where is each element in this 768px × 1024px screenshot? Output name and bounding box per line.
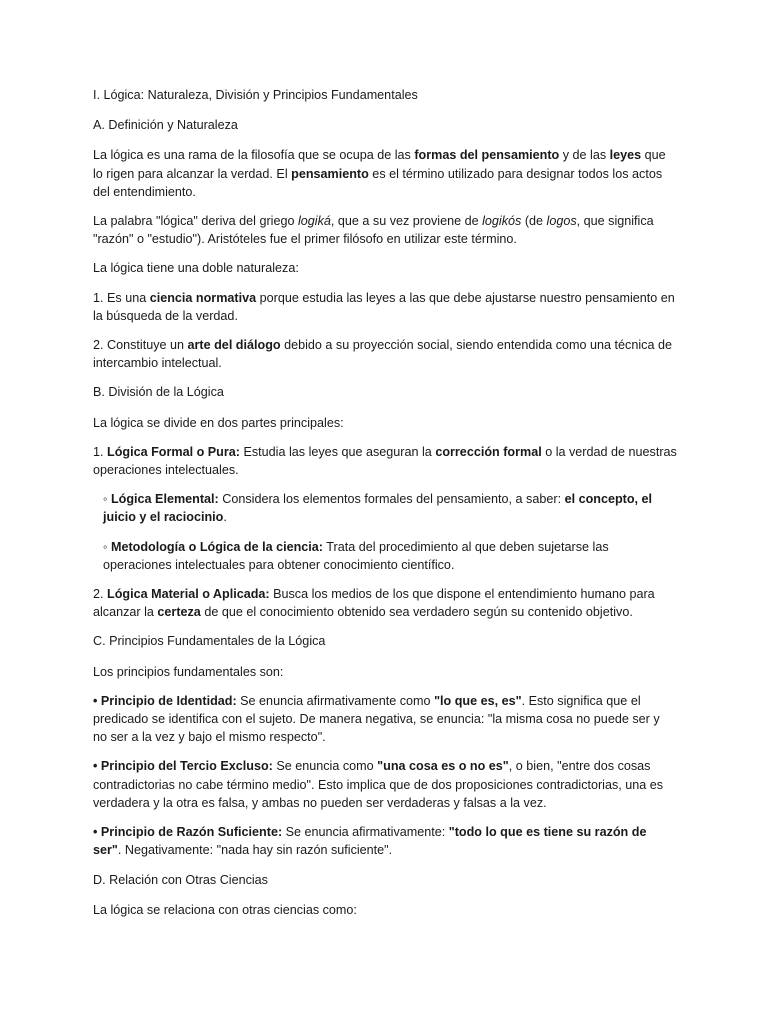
heading-section-c: C. Principios Fundamentales de la Lógica — [93, 634, 326, 649]
paragraph-definition: La lógica es una rama de la filosofía que se ocupa de las formas del pensamiento y de las leyes que lo rigen para alcanzar la verdad. El pensamiento es el término utilizado para designar todos los actos del entendimiento. — [93, 148, 666, 199]
heading-section-d: D. Relación con Otras Ciencias — [93, 872, 268, 887]
document-title: I. Lógica: Naturaleza, División y Principios Fundamentales — [93, 88, 418, 102]
sub-item-methodology: ◦ Metodología o Lógica de la ciencia: Trata del procedimiento al que deben sujetarse las operaciones intelectuales para obtener conocimiento científico. — [103, 539, 609, 572]
bullet-identity: • Principio de Identidad: Se enuncia afirmativamente como "lo que es, es". Esto significa que el predicado se identifica con el sujeto. De manera negativa, se enuncia: "la misma cosa no puede ser y no ser a la vez y bajo el mismo respecto". — [93, 693, 660, 745]
paragraph-etymology: La palabra "lógica" deriva del griego logiká, que a su vez proviene de logikós (de logos, que significa "razón" o "estudio"). Aristóteles fue el primer filósofo en utilizar este término. — [93, 214, 654, 247]
paragraph-division-intro: La lógica se divide en dos partes principales: — [93, 415, 344, 430]
paragraph-relations-intro: La lógica se relaciona con otras ciencias como: — [93, 902, 357, 917]
heading-section-b: B. División de la Lógica — [93, 385, 224, 400]
paragraph-double-nature: La lógica tiene una doble naturaleza: — [93, 261, 299, 276]
bullet-sufficient-reason: • Principio de Razón Suficiente: Se enuncia afirmativamente: "todo lo que es tiene su razón de ser". Negativamente: "nada hay sin razón suficiente". — [93, 825, 647, 858]
list-item-normative: 1. Es una ciencia normativa porque estudia las leyes a las que debe ajustarse nuestro pensamiento en la búsqueda de la verdad. — [93, 290, 675, 323]
sub-item-elemental: ◦ Lógica Elemental: Considera los elementos formales del pensamiento, a saber: el concepto, el juicio y el raciocinio. — [103, 492, 653, 525]
heading-section-a: A. Definición y Naturaleza — [93, 118, 238, 133]
bullet-excluded-middle: • Principio del Tercio Excluso: Se enuncia como "una cosa es o no es", o bien, "entre dos cosas contradictorias no cabe término medio". Esto implica que de dos proposiciones contradictorias, una es verdadera y la otra es falsa, y ambas no pueden ser verdaderas y falsas a la vez. — [93, 759, 664, 810]
list-item-material-logic: 2. Lógica Material o Aplicada: Busca los medios de los que dispone el entendimiento humano para alcanzar la certeza de que el conocimiento obtenido sea verdadero según su contenido objetivo. — [93, 587, 655, 620]
list-item-dialogue: 2. Constituye un arte del diálogo debido a su proyección social, siendo entendida como una técnica de intercambio intelectual. — [93, 338, 672, 371]
list-item-formal-logic: 1. Lógica Formal o Pura: Estudia las leyes que aseguran la corrección formal o la verdad de nuestras operaciones intelectuales. — [93, 444, 677, 478]
document-body — [93, 86, 677, 930]
paragraph-principles-intro: Los principios fundamentales son: — [93, 664, 284, 679]
